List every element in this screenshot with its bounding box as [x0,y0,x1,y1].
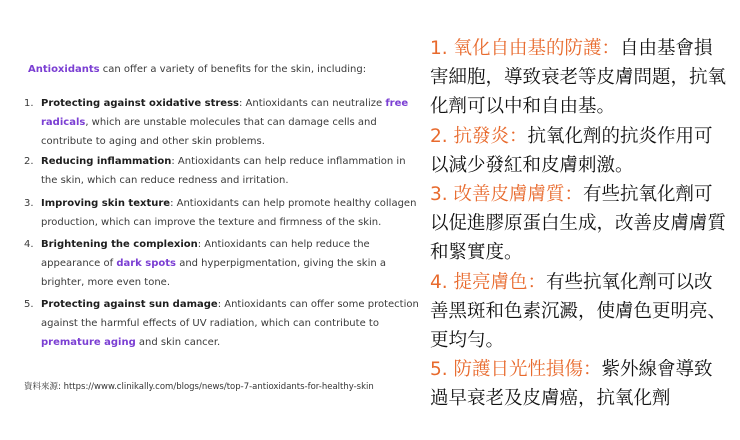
zh-item-title: 5. 防護日光性損傷： [430,359,602,381]
zh-item-title: 2. 抗發炎： [430,125,528,147]
item-title: Brightening the complexion [41,239,198,250]
source-citation: 資料來源: https://www.clinikally.com/blogs/news/top-7-antioxidants-for-healthy-skin [24,382,374,392]
item-text: and hyperpigmentation, giving the skin a brighter, more even tone. [41,258,387,288]
list-item [24,235,424,292]
zh-item [430,122,730,180]
list-item-text [41,152,424,190]
list-item-text [41,235,424,292]
zh-item-body: 紫外線會導致過早衰老及皮膚癌，抗氧化劑 [430,359,713,410]
list-item-text [41,94,424,151]
list-item [24,152,424,190]
dark-spots-link[interactable]: dark spots [116,258,177,269]
list-item [24,94,424,151]
list-item-text [41,295,424,352]
list-item [24,295,424,352]
zh-item-title: 3. 改善皮膚膚質： [430,184,584,206]
zh-item-body: 自由基會損害細胞，導致衰老等皮膚問題，抗氧化劑可以中和自由基。 [430,38,727,118]
list-number: 1. [24,98,34,109]
chinese-panel [430,34,730,414]
zh-item [430,268,730,356]
zh-item [430,180,730,268]
item-text: : Antioxidants can help promote healthy collagen production, which can improve the texture and firmness of the skin. [41,198,417,228]
intro-paragraph [28,63,423,76]
list-item-text [41,194,424,232]
zh-item-body: 有些抗氧化劑可以改善黑斑和色素沉澱，使膚色更明亮、更均勻。 [430,271,727,352]
zh-item-body: 抗氧化劑的抗炎作用可以減少發紅和皮膚刺激。 [430,125,713,176]
item-text: and skin cancer. [135,337,221,348]
item-title: Protecting against oxidative stress [41,98,239,109]
item-text: : Antioxidants can help reduce the appearance of [41,239,370,269]
item-title: Reducing inflammation [41,156,172,167]
list-number: 5. [24,299,34,310]
item-text: , which are unstable molecules that can damage cells and contribute to aging and other skin problems. [41,117,377,147]
list-item [24,194,424,232]
item-title: Protecting against sun damage [41,299,218,310]
free-radicals-link[interactable]: free radicals [41,98,409,128]
list-number: 3. [24,198,34,209]
premature-aging-link[interactable]: premature aging [41,337,136,348]
zh-item-title: 1. 氧化自由基的防護： [430,38,621,59]
zh-item-body: 有些抗氧化劑可以促進膠原蛋白生成，改善皮膚膚質和緊實度。 [430,184,727,264]
intro-text: can offer a variety of benefits for the skin, including: [99,64,367,75]
zh-item-title: 4. 提亮膚色： [430,271,547,293]
antioxidants-link[interactable]: Antioxidants [28,64,100,75]
item-text: : Antioxidants can help reduce inflammation in the skin, which can reduce redness and irritation. [41,156,406,186]
zh-item [430,355,730,413]
list-number: 4. [24,239,34,250]
zh-item [430,34,730,122]
item-text: : Antioxidants can offer some protection against the harmful effects of UV radiation, which can contribute to [41,299,419,329]
item-title: Improving skin texture [41,198,171,209]
list-number: 2. [24,156,34,167]
item-text: : Antioxidants can neutralize [239,98,386,109]
